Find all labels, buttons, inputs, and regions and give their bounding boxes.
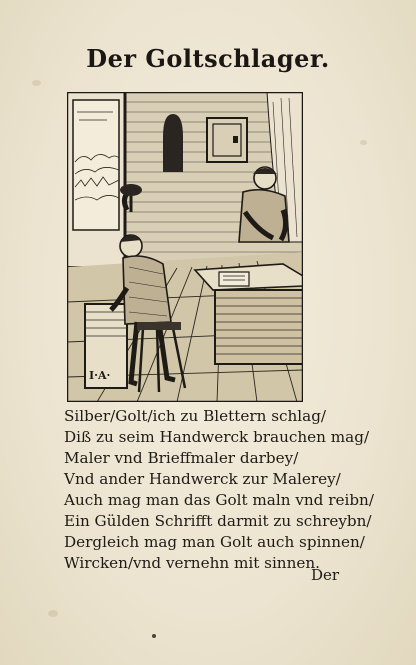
verse-line: Wircken/vnd vernehn mit sinnen. <box>64 554 320 572</box>
catchword: Der <box>311 566 340 584</box>
verse-line: Auch mag man das Golt maln vnd reibn/ <box>64 491 374 509</box>
artist-monogram: I·A· <box>89 369 111 382</box>
verse-line: Diß zu seim Handwerck brauchen mag/ <box>64 428 370 446</box>
verse-line: Ein Gülden Schrifft darmit zu schreybn/ <box>64 512 372 530</box>
verse-line: Maler vnd Brieffmaler darbey/ <box>64 449 299 467</box>
verse-line: Vnd ander Handwerck zur Malerey/ <box>64 470 341 488</box>
page-title: Der Goltschlager. <box>86 44 330 73</box>
foxing-stain <box>32 80 41 86</box>
foxing-stain <box>360 140 367 145</box>
verse-text <box>64 406 374 574</box>
verse-line: Silber/Golt/ich zu Blettern schlag/ <box>64 407 327 425</box>
woodcut-illustration <box>67 92 303 402</box>
verse-line: Dergleich mag man Golt auch spinnen/ <box>64 533 365 551</box>
foxing-stain <box>48 610 58 617</box>
page-dot <box>152 634 156 638</box>
